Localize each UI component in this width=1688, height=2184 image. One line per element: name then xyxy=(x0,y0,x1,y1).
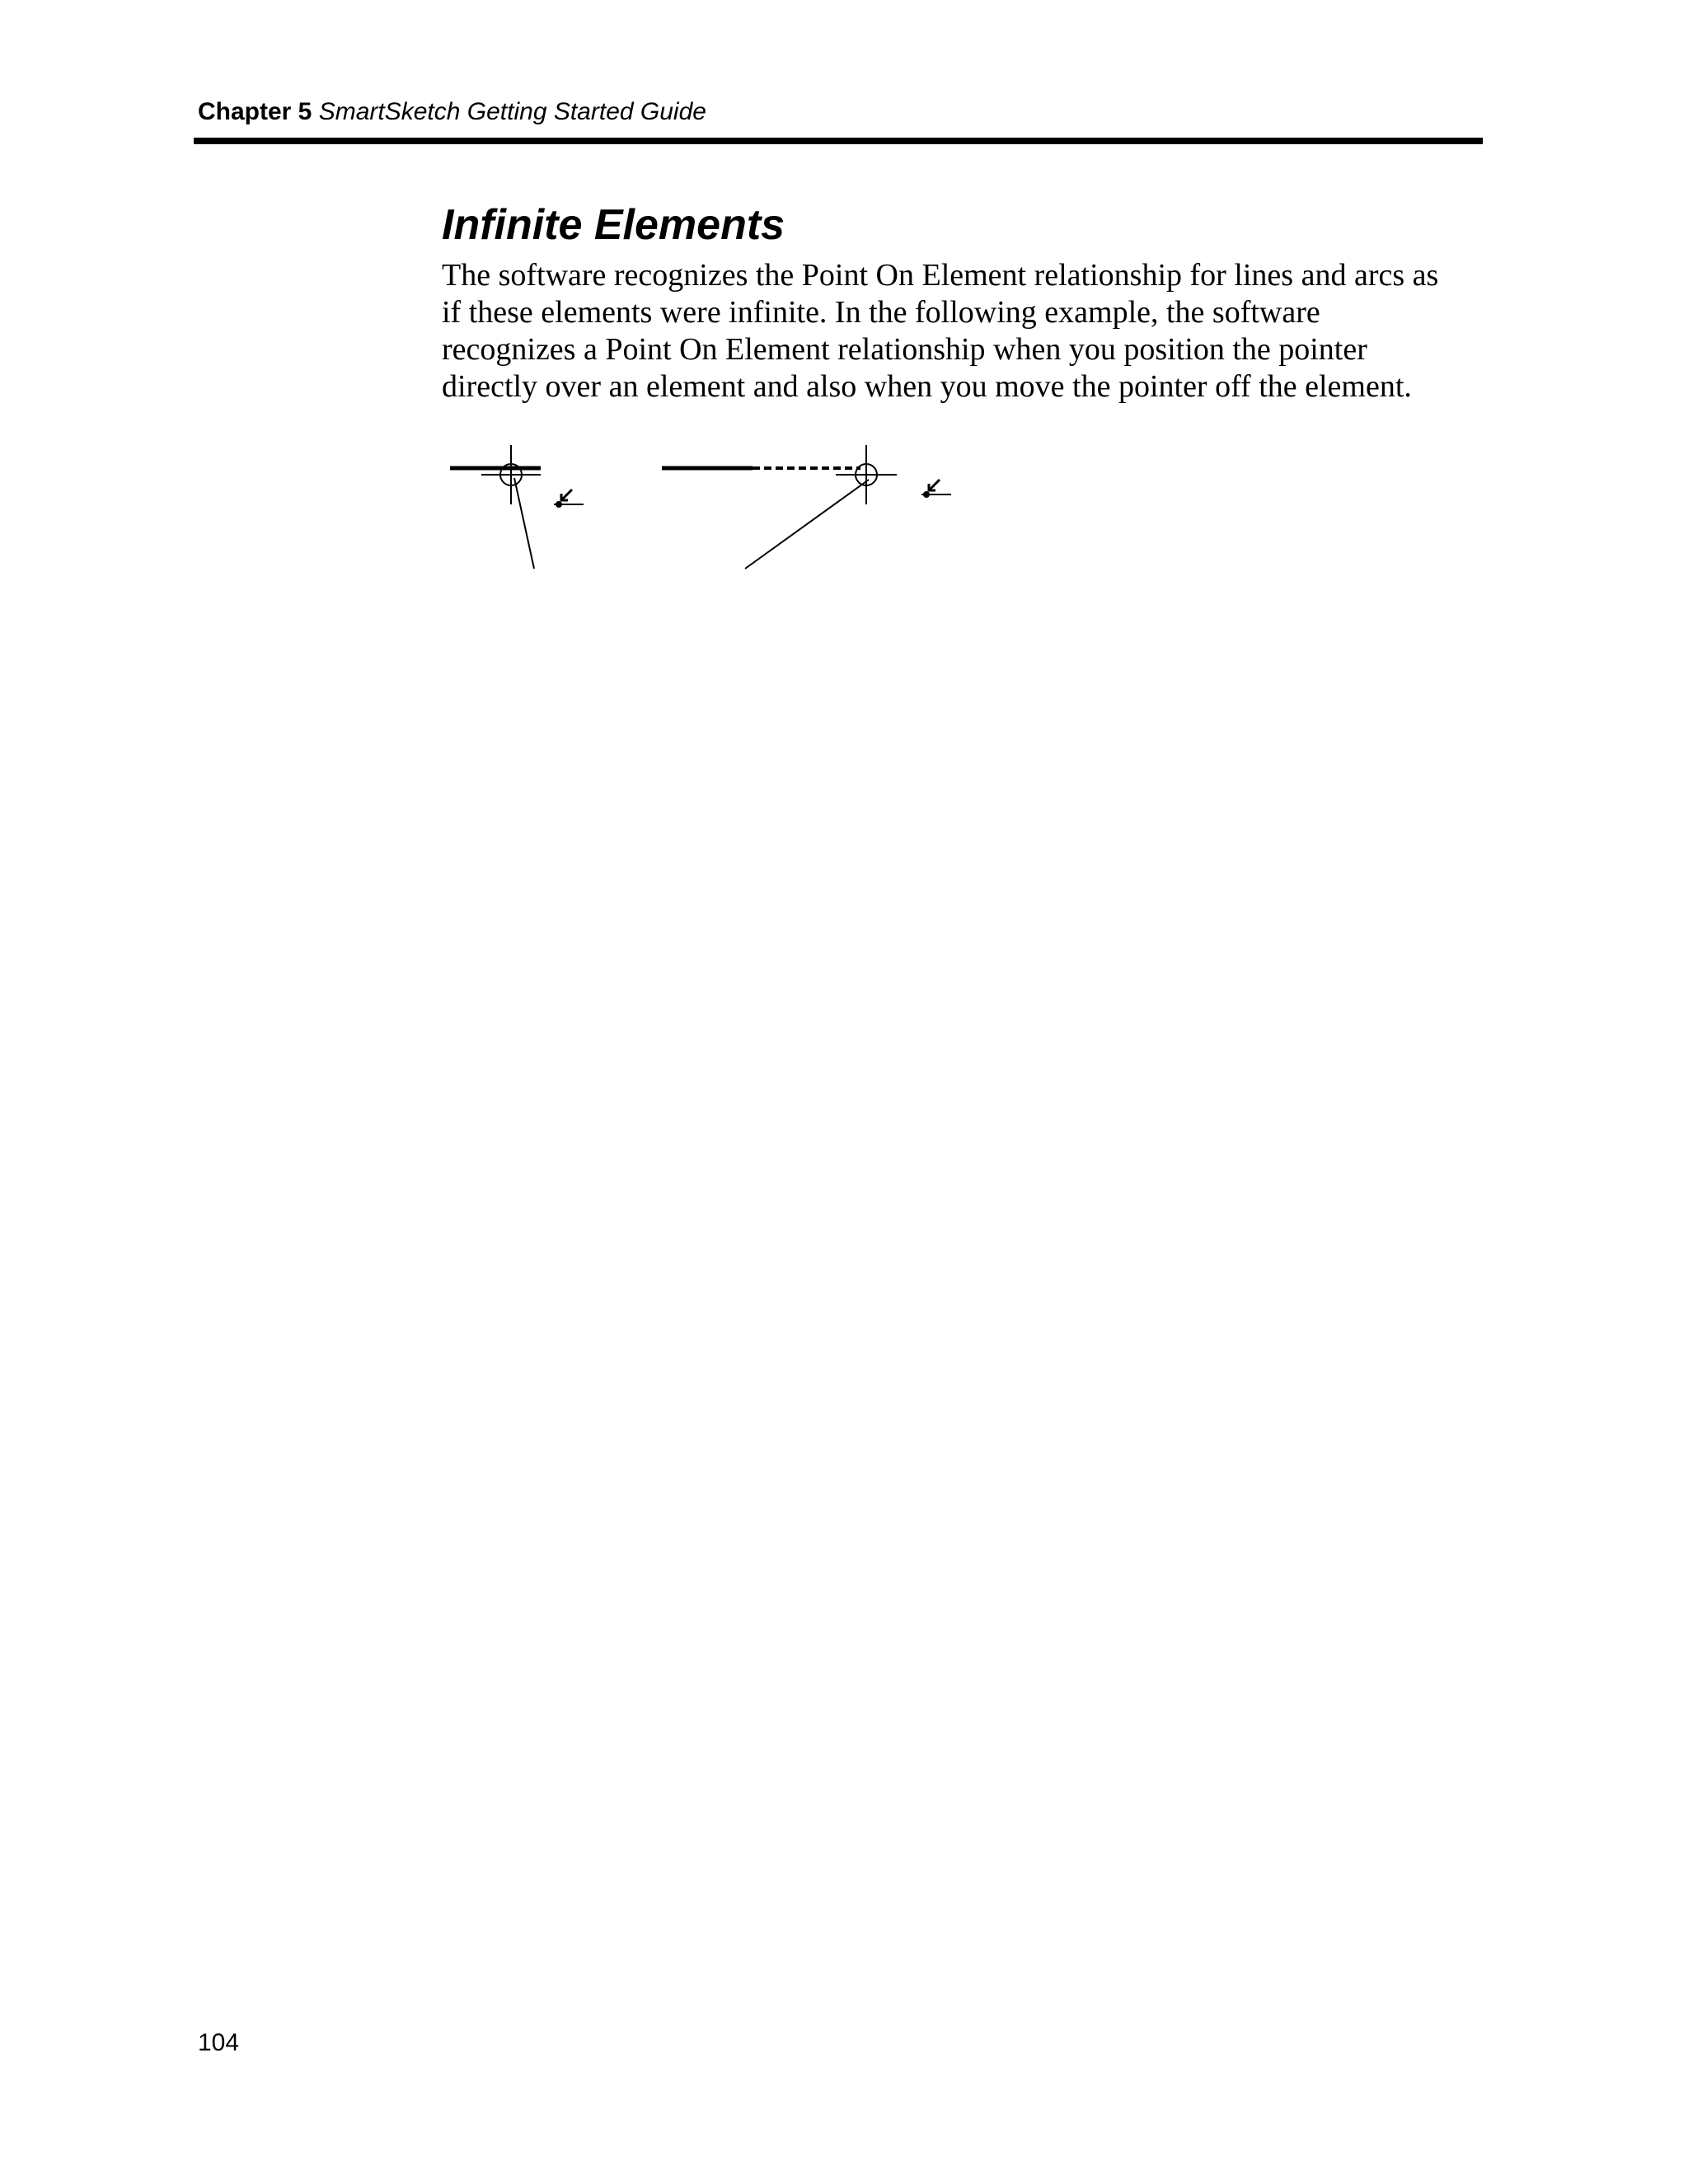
crosshair-pointer-icon xyxy=(481,445,541,504)
point-on-element-indicator-icon xyxy=(921,480,951,497)
dragged-line xyxy=(745,480,869,569)
dragged-line xyxy=(514,478,534,569)
section-title: Infinite Elements xyxy=(442,201,785,249)
point-on-element-figure xyxy=(442,440,969,572)
point-on-element-indicator-icon xyxy=(554,490,584,507)
example-off-element xyxy=(662,445,951,569)
body-paragraph: The software recognizes the Point On Element relationship for lines and arcs as if these elements were infinite. In the following example, the software recognizes a Point On Element relationship when you position the pointer directly over an element and also when you move the pointer off the element. xyxy=(442,258,1439,404)
book-title: SmartSketch Getting Started Guide xyxy=(318,98,706,125)
page-number: 104 xyxy=(198,2029,240,2056)
example-on-element xyxy=(450,445,584,569)
running-header xyxy=(198,97,706,127)
header-rule xyxy=(194,138,1483,144)
crosshair-pointer-icon xyxy=(836,445,897,504)
chapter-label: Chapter 5 xyxy=(198,98,312,125)
